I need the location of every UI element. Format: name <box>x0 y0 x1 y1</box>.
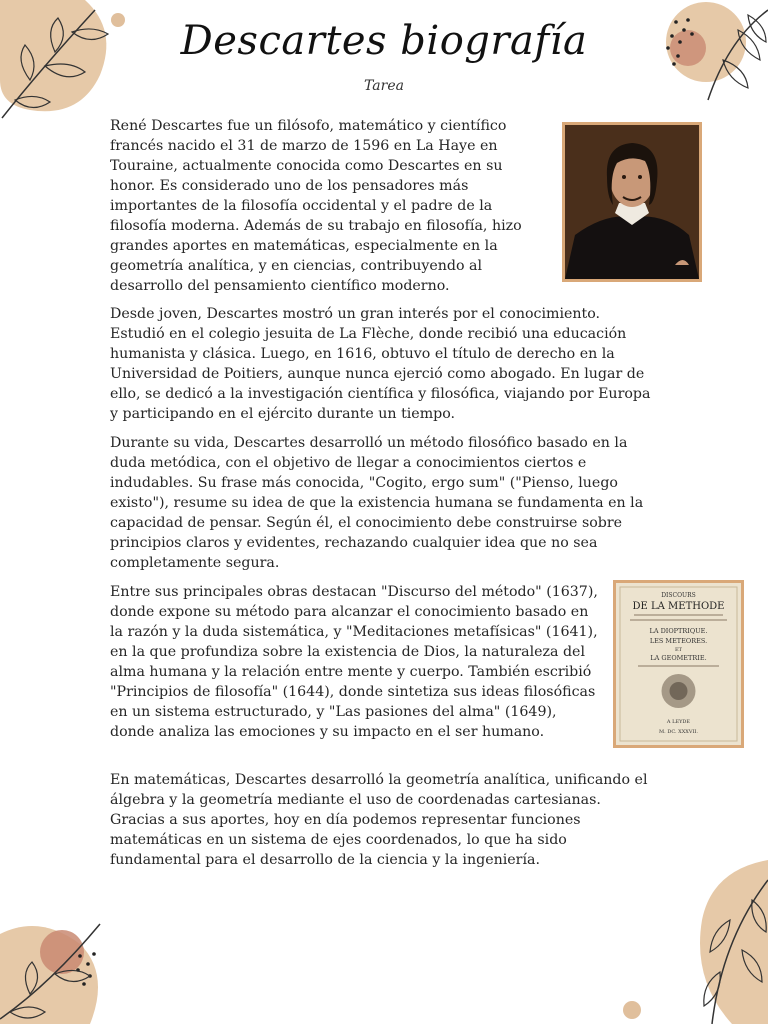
floral-decoration-bottom-right <box>612 860 768 1024</box>
descartes-portrait-image <box>562 122 702 282</box>
page-title: Descartes biografía <box>180 18 588 64</box>
paragraph-education: Desde joven, Descartes mostró un gran interés por el conocimiento. Estudió en el colegio jesuita de La Flèche, donde recibió una educación humanista y clásica. Luego, en 1616, obtuvo el título de derecho en la Universidad de Poitiers, aunque nunca ejerció como abogado. En lugar de ello, se dedicó a la investigación científica y filosófica, viajando por Europa y participando en el ejército durante un tiempo. <box>110 306 651 422</box>
book-cover-line7: A LEYDE <box>666 719 691 725</box>
book-cover-line6: LA GEOMETRIE. <box>650 654 707 662</box>
book-cover-line8: M. DC. XXXVII. <box>659 729 698 735</box>
book-cover-line5: ET <box>675 647 682 653</box>
book-cover-line1: DISCOURS <box>661 592 696 599</box>
page-subtitle: Tarea <box>364 78 404 94</box>
paragraph-works: Entre sus principales obras destacan "Discurso del método" (1637), donde expone su método para alcanzar el conocimiento basado en la razón y la duda sistemática, y "Meditaciones metafísicas" (1641), en la que profundiza sobre la existencia de Dios, la naturaleza del alma humana y la relación entre mente y cuerpo. También escribió "Principios de filosofía" (1644), donde sintetiza sus ideas filosóficas en un sistema estructurado, y "Las pasiones del alma" (1649), donde analiza las emociones y su impacto en el ser humano. <box>110 584 598 740</box>
paragraph-intro: René Descartes fue un filósofo, matemático y científico francés nacido el 31 de marzo de 1596 en La Haye en Touraine, actualmente conocida como Descartes en su honor. Es considerado uno de los pensadores más importantes de la filosofía occidental y el padre de la filosofía moderna. Además de su trabajo en filosofía, hizo grandes aportes en matemáticas, especialmente en la geometría analítica, y en ciencias, contribuyendo al desarrollo del pensamiento científico moderno. <box>110 118 522 294</box>
paragraph-mathematics: En matemáticas, Descartes desarrolló la geometría analítica, unificando el álgebra y la geometría mediante el uso de coordenadas cartesianas. Gracias a sus aportes, hoy en día podemos representar funciones matemáticas en un sistema de ejes coordenados, lo que ha sido fundamental para el desarrollo de la ciencia y la ingeniería. <box>110 772 648 868</box>
discours-de-la-methode-cover-image <box>613 580 744 748</box>
paragraph-method: Durante su vida, Descartes desarrolló un método filosófico basado en la duda metódica, con el objetivo de llegar a conocimientos ciertos e indudables. Su frase más conocida, "Cogito, ergo sum" ("Pienso, luego existo"), resume su idea de que la existencia humana se fundamenta en la capacidad de pensar. Según él, el conocimiento debe construirse sobre principios claros y evidentes, rechazando cualquier idea que no sea completamente segura. <box>110 435 644 571</box>
book-cover-line4: LES METEORES. <box>649 637 708 645</box>
book-cover-line2: DE LA METHODE <box>632 601 725 612</box>
book-cover-line3: LA DIOPTRIQUE. <box>649 627 708 635</box>
floral-decoration-bottom-left <box>0 904 120 1024</box>
